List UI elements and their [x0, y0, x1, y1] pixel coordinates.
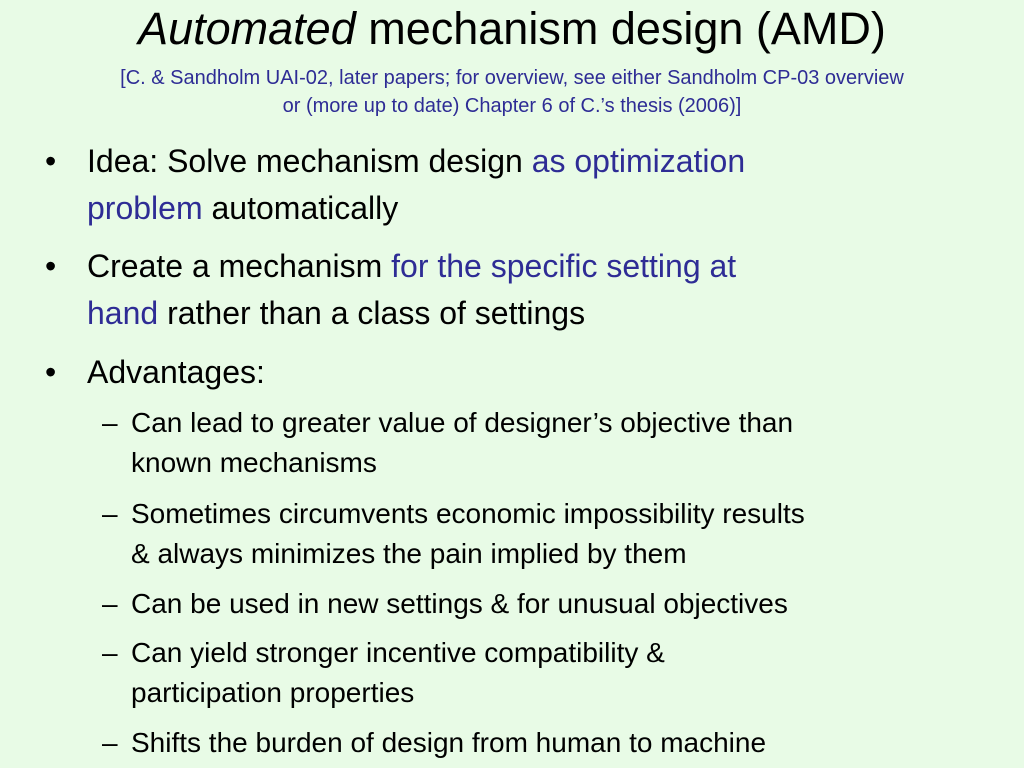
- dash-mark: –: [102, 498, 118, 529]
- bullet-idea: [45, 138, 945, 232]
- bullet-mark: •: [45, 248, 57, 284]
- advantage-item: [102, 584, 982, 624]
- bullet-mark: •: [45, 354, 57, 390]
- advantage-text: Shifts the burden of design from human to machine: [131, 727, 767, 758]
- title-italic: Automated: [138, 3, 356, 54]
- dash-mark: –: [102, 637, 118, 668]
- bullet-highlight-2: problem: [87, 190, 203, 226]
- advantage-line-2: & always minimizes the pain implied by them: [131, 538, 687, 569]
- bullet-create-mechanism: [45, 243, 945, 337]
- bullet-pre: Idea: Solve mechanism design: [87, 143, 532, 179]
- citation: [0, 64, 1024, 120]
- citation-line-2: or (more up to date) Chapter 6 of C.’s thesis (2006)]: [282, 95, 742, 117]
- bullet-highlight-2: hand: [87, 295, 159, 331]
- slide-title: [0, 0, 1024, 58]
- bullet-post: automatically: [202, 190, 399, 226]
- dash-mark: –: [102, 727, 118, 758]
- advantage-item: [102, 403, 982, 483]
- advantage-line-1: Can lead to greater value of designer’s objective than: [131, 407, 794, 438]
- advantage-line-2: known mechanisms: [131, 447, 377, 478]
- advantage-text: [131, 494, 982, 574]
- advantage-text: Can be used in new settings & for unusual objectives: [131, 588, 788, 619]
- bullet-text: [87, 243, 945, 337]
- bullet-highlight-1: as optimization: [531, 143, 746, 179]
- bullet-mark: •: [45, 143, 57, 179]
- bullet-text: Advantages:: [87, 354, 265, 390]
- advantage-line-1: Sometimes circumvents economic impossibility results: [131, 498, 805, 529]
- dash-mark: –: [102, 588, 118, 619]
- bullet-advantages: [45, 349, 945, 396]
- bullet-text: [87, 138, 945, 232]
- advantage-line-2: participation properties: [131, 677, 415, 708]
- advantage-text: [131, 403, 982, 483]
- advantage-item: [102, 494, 982, 574]
- bullet-highlight-1: for the specific setting at: [391, 248, 737, 284]
- advantage-item: [102, 723, 982, 763]
- advantage-item: [102, 633, 982, 713]
- dash-mark: –: [102, 407, 118, 438]
- title-rest: mechanism design (AMD): [355, 3, 886, 54]
- advantage-line-1: Can yield stronger incentive compatibility &: [131, 637, 665, 668]
- citation-line-1: [C. & Sandholm UAI-02, later papers; for overview, see either Sandholm CP-03 overview: [120, 67, 904, 89]
- bullet-post: rather than a class of settings: [158, 295, 586, 331]
- bullet-pre: Create a mechanism: [87, 248, 392, 284]
- advantage-text: [131, 633, 982, 713]
